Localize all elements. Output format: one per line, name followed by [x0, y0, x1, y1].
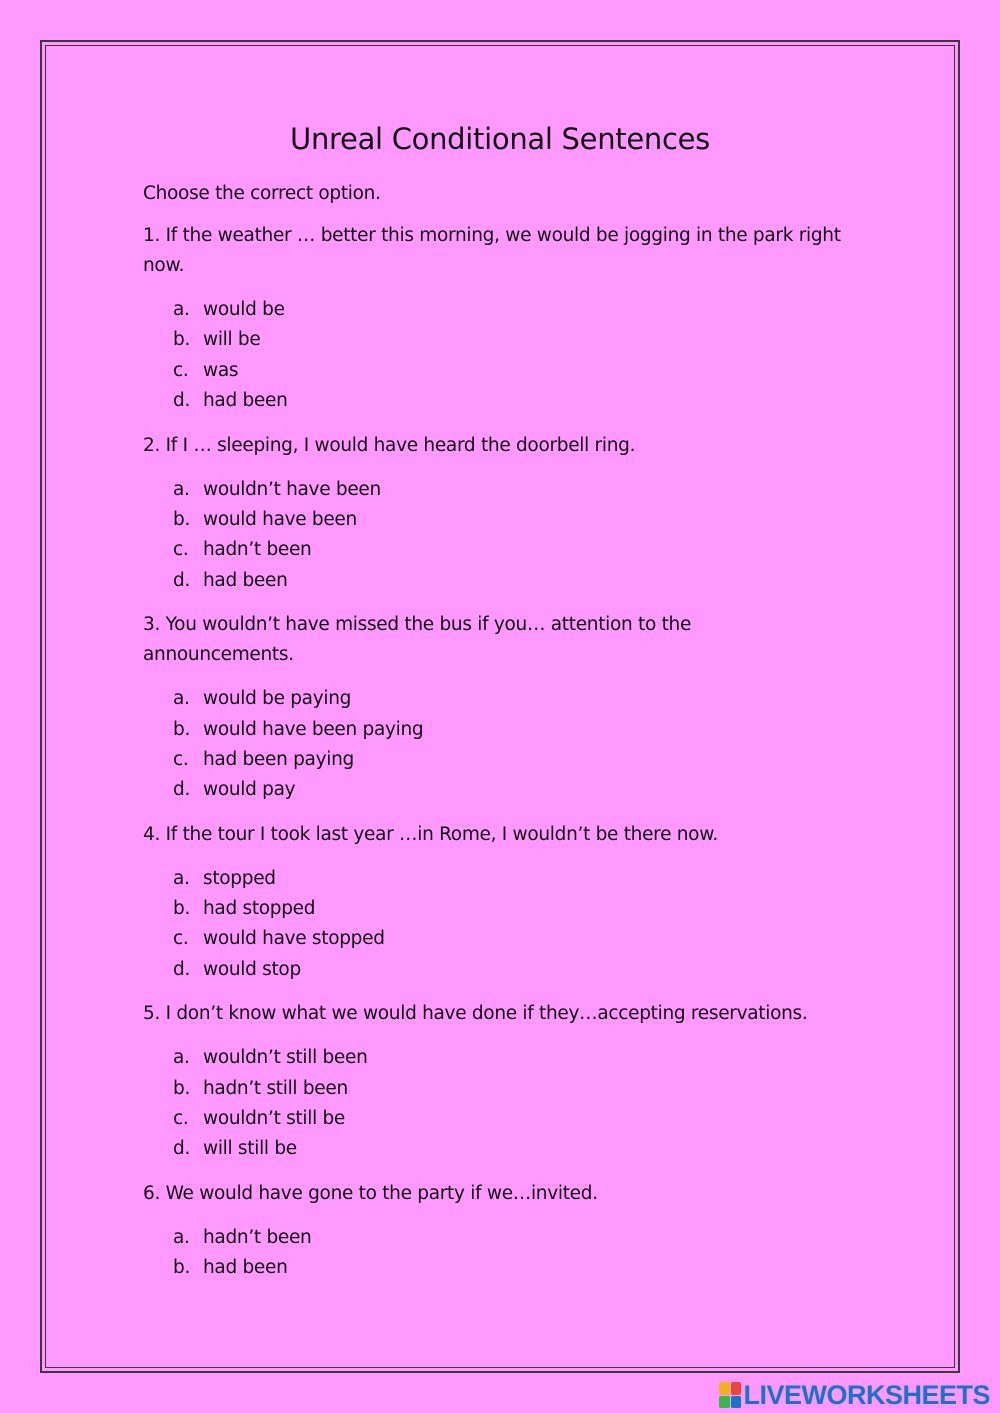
option-letter: b. — [173, 898, 191, 920]
option-item[interactable] — [173, 715, 843, 745]
option-letter: b. — [173, 1257, 191, 1279]
option-item[interactable] — [173, 356, 843, 386]
option-text: would be — [203, 299, 285, 320]
option-item[interactable] — [173, 745, 843, 775]
question-5 — [143, 999, 843, 1165]
option-list — [143, 864, 843, 986]
option-item[interactable] — [173, 505, 843, 535]
option-item[interactable] — [173, 1074, 843, 1104]
liveworksheets-logo-icon — [719, 1382, 741, 1408]
option-letter: a. — [173, 867, 190, 889]
option-letter: a. — [173, 299, 190, 320]
option-text: will be — [203, 329, 261, 351]
option-letter: b. — [173, 1077, 191, 1099]
option-text: wouldn’t have been — [203, 478, 381, 500]
option-item[interactable] — [173, 1134, 843, 1164]
question-text: 6. We would have gone to the party if we…invited. — [143, 1182, 598, 1204]
option-item[interactable] — [173, 295, 843, 325]
logo-square — [719, 1396, 730, 1409]
option-list — [143, 1043, 843, 1165]
option-text: stopped — [203, 867, 276, 889]
worksheet-content — [143, 180, 843, 1298]
question-3 — [143, 610, 843, 806]
logo-square — [731, 1382, 742, 1395]
option-text: wouldn’t still be — [203, 1108, 346, 1130]
option-item[interactable] — [173, 864, 843, 894]
option-item[interactable] — [173, 386, 843, 416]
option-item[interactable] — [173, 325, 843, 355]
option-item[interactable] — [173, 1104, 843, 1134]
question-4 — [143, 820, 843, 986]
option-letter: b. — [173, 718, 191, 740]
question-text: 3. You wouldn’t have missed the bus if you… attention to the announcements. — [143, 614, 692, 666]
option-item[interactable] — [173, 955, 843, 985]
brand-name: LIVEWORKSHEETS — [743, 1379, 990, 1410]
option-letter: a. — [173, 1047, 190, 1069]
option-text: hadn’t been — [203, 539, 312, 561]
option-item[interactable] — [173, 775, 843, 805]
option-item[interactable] — [173, 566, 843, 596]
option-item[interactable] — [173, 894, 843, 924]
option-item[interactable] — [173, 684, 843, 714]
question-text: 5. I don’t know what we would have done if they…accepting reservations. — [143, 1003, 808, 1025]
option-letter: d. — [173, 1138, 191, 1160]
option-letter: d. — [173, 569, 191, 591]
option-text: would have been paying — [203, 718, 424, 740]
option-text: had been — [203, 390, 288, 412]
option-text: wouldn’t still been — [203, 1047, 368, 1069]
option-list — [143, 475, 843, 597]
option-letter: c. — [173, 928, 189, 950]
question-text: 1. If the weather … better this morning, we would be jogging in the park right now. — [143, 225, 841, 276]
option-text: would have been — [203, 508, 357, 530]
question-1 — [143, 221, 843, 417]
option-letter: a. — [173, 688, 190, 710]
option-text: was — [203, 359, 239, 381]
logo-square — [719, 1382, 730, 1395]
option-letter: d. — [173, 958, 191, 980]
option-text: would pay — [203, 779, 296, 801]
question-text: 4. If the tour I took last year …in Rome, I wouldn’t be there now. — [143, 823, 718, 845]
option-text: hadn’t still been — [203, 1077, 348, 1099]
option-text: had been — [203, 569, 288, 591]
option-text: had been — [203, 1257, 288, 1279]
option-item[interactable] — [173, 1223, 843, 1253]
option-letter: b. — [173, 508, 191, 530]
question-6 — [143, 1179, 843, 1284]
option-letter: c. — [173, 1108, 189, 1130]
instruction-text: Choose the correct option. — [143, 183, 381, 204]
option-item[interactable] — [173, 1043, 843, 1073]
option-text: hadn’t been — [203, 1226, 312, 1248]
option-list — [143, 295, 843, 417]
worksheet-title: Unreal Conditional Sentences — [290, 122, 710, 156]
option-text: had been paying — [203, 748, 354, 770]
logo-square — [731, 1396, 742, 1409]
option-letter: d. — [173, 779, 191, 801]
question-2 — [143, 431, 843, 597]
option-item[interactable] — [173, 475, 843, 505]
option-letter: a. — [173, 478, 190, 500]
option-list — [143, 1223, 843, 1284]
question-text: 2. If I … sleeping, I would have heard the doorbell ring. — [143, 434, 636, 456]
option-item[interactable] — [173, 1253, 843, 1283]
option-text: would have stopped — [203, 928, 385, 950]
option-letter: c. — [173, 748, 189, 770]
option-letter: c. — [173, 539, 189, 561]
brand-watermark — [719, 1377, 990, 1413]
option-letter: b. — [173, 329, 191, 351]
option-text: would stop — [203, 958, 301, 980]
option-list — [143, 684, 843, 806]
option-text: will still be — [203, 1138, 297, 1160]
option-letter: d. — [173, 390, 191, 412]
option-letter: a. — [173, 1226, 190, 1248]
option-text: would be paying — [203, 688, 352, 710]
option-item[interactable] — [173, 535, 843, 565]
option-item[interactable] — [173, 924, 843, 954]
question-list — [143, 221, 843, 1284]
option-text: had stopped — [203, 898, 316, 920]
option-letter: c. — [173, 359, 189, 381]
